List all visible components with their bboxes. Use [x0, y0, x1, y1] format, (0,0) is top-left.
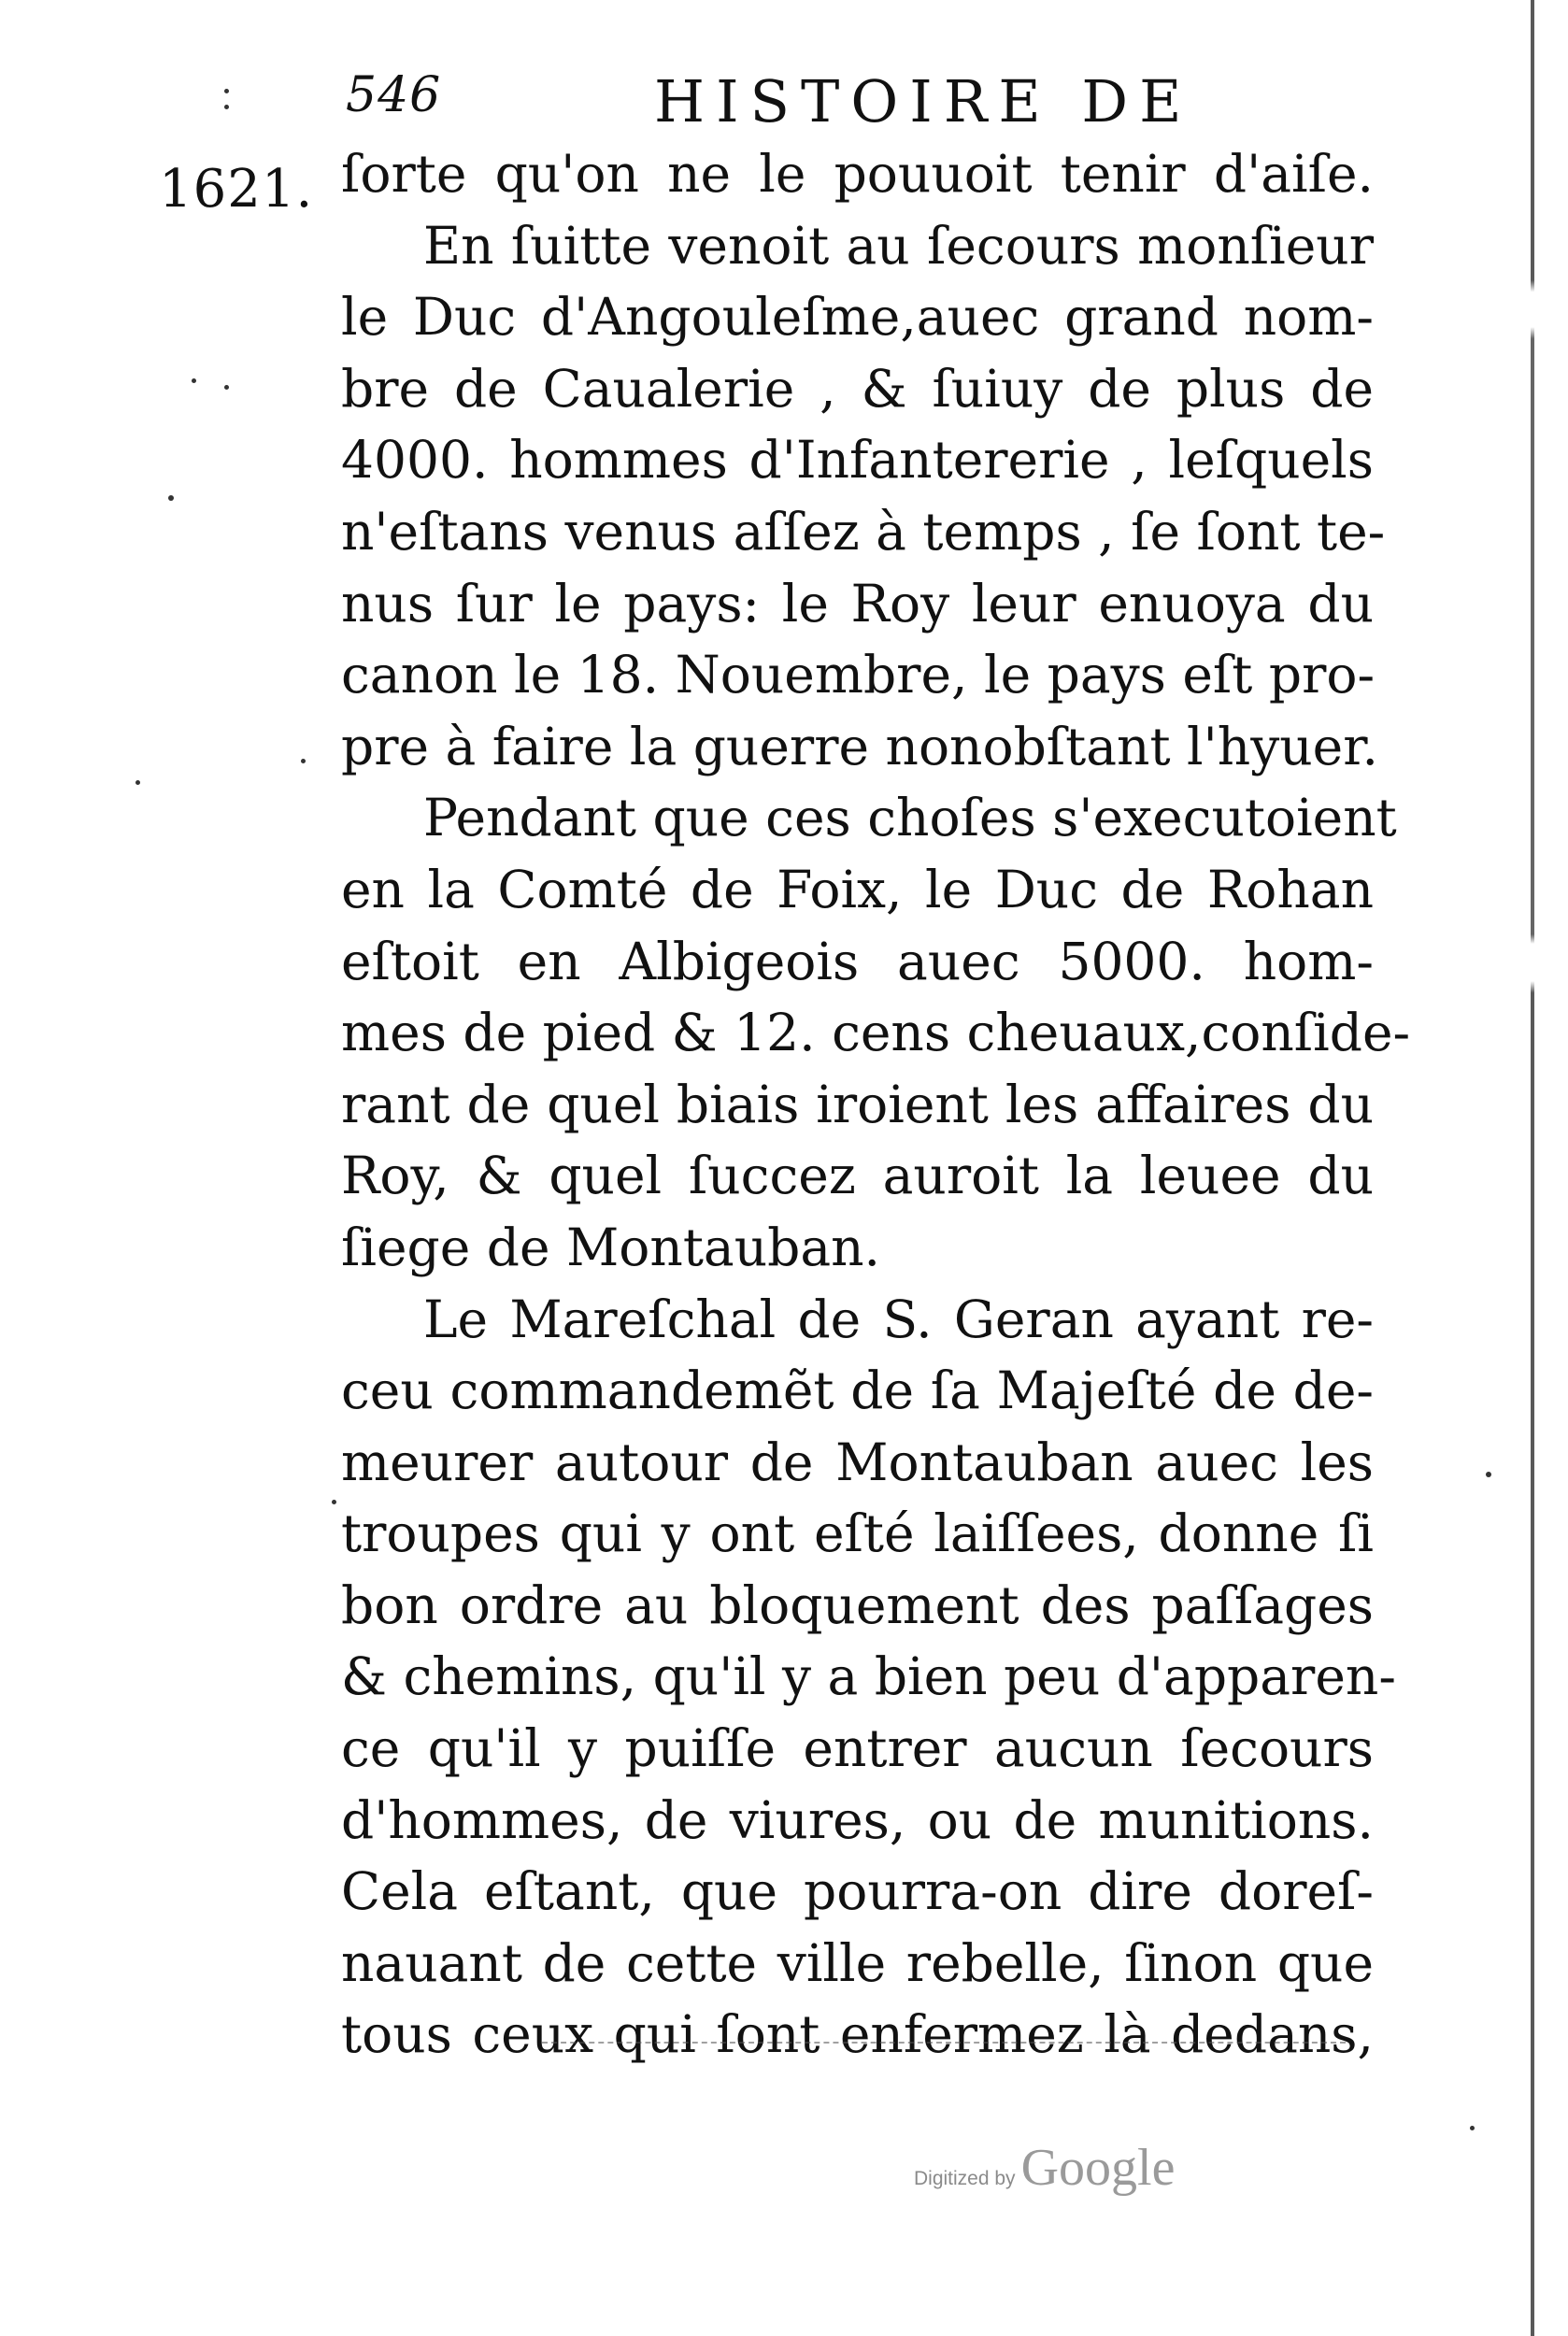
- ink-speck: [224, 89, 229, 93]
- text-line: eſtoit en Albigeois auec 5000. hom-: [341, 931, 1374, 991]
- print-bleed-marks: [542, 2042, 1346, 2045]
- text-line: troupes qui y ont eſté laiſſees, donne ſi: [341, 1503, 1374, 1564]
- text-line: 4000. hommes d'Infantererie , leſquels: [341, 430, 1374, 491]
- ink-speck: [168, 495, 174, 501]
- text-line: & chemins, qu'il y a bien peu d'apparen-: [341, 1646, 1396, 1707]
- ink-speck: [332, 1500, 336, 1504]
- text-line: ce qu'il y puiſſe entrer aucun ſecours: [341, 1718, 1374, 1779]
- text-line: mes de pied & 12. cens cheuaux,conſide-: [341, 1003, 1411, 1063]
- text-line: meurer autour de Montauban auec les: [341, 1432, 1374, 1492]
- page-number: 546: [346, 67, 442, 123]
- ink-speck: [224, 385, 229, 390]
- text-line: tous ceux qui ſont enfermez là dedans,: [341, 2004, 1374, 2065]
- text-line: En ſuitte venoit au ſecours monſieur: [423, 215, 1374, 276]
- text-line: nus ſur le pays: le Roy leur enuoya du: [341, 573, 1374, 634]
- ink-speck: [301, 759, 306, 763]
- text-line: pre à faire la guerre nonobſtant l'hyuer.: [341, 716, 1378, 776]
- text-line: Le Mareſchal de S. Geran ayant re-: [423, 1289, 1374, 1349]
- text-line: Cela eſtant, que pourra-on dire doreſ-: [341, 1861, 1374, 1922]
- text-line: le Duc d'Angouleſme,auec grand nom-: [341, 287, 1374, 348]
- ink-speck: [1486, 1472, 1491, 1477]
- page-edge-line: [1531, 0, 1534, 2336]
- ink-speck: [224, 105, 229, 109]
- running-title: HISTOIRE DE: [654, 67, 1193, 135]
- text-line: n'eſtans venus aſſez à temps , ſe ſont te-: [341, 501, 1386, 562]
- text-line: rant de quel biais iroient les affaires du: [341, 1074, 1374, 1134]
- margin-year-note: 1621.: [159, 159, 314, 220]
- text-line: ceu commandemẽt de ſa Majeſté de de-: [341, 1360, 1374, 1421]
- text-line: nauant de cette ville rebelle, ſinon que: [341, 1932, 1374, 1993]
- google-logo: Google: [1020, 2139, 1176, 2197]
- text-line: ſiege de Montauban.: [341, 1217, 881, 1277]
- text-line: bre de Caualerie , & ſuiuy de plus de: [341, 358, 1374, 419]
- ink-speck: [135, 780, 140, 785]
- watermark-prefix: Digitized by: [914, 2168, 1016, 2189]
- digitized-by-watermark: [914, 2138, 1175, 2198]
- ink-speck: [192, 378, 196, 383]
- text-line: d'hommes, de viures, ou de munitions.: [341, 1789, 1374, 1850]
- text-line: canon le 18. Nouembre, le pays eſt pro-: [341, 645, 1376, 705]
- ink-speck: [1470, 2126, 1475, 2130]
- text-line: bon ordre au bloquement des paſſages: [341, 1574, 1374, 1635]
- body-text: [341, 138, 1411, 2071]
- text-line: Pendant que ces choſes s'executoient: [423, 788, 1397, 848]
- text-line: Roy, & quel ſuccez auroit la leuee du: [341, 1146, 1374, 1206]
- text-line: en la Comté de Foix, le Duc de Rohan: [341, 859, 1374, 919]
- text-line: ſorte qu'on ne le pouuoit tenir d'aiſe.: [341, 144, 1374, 204]
